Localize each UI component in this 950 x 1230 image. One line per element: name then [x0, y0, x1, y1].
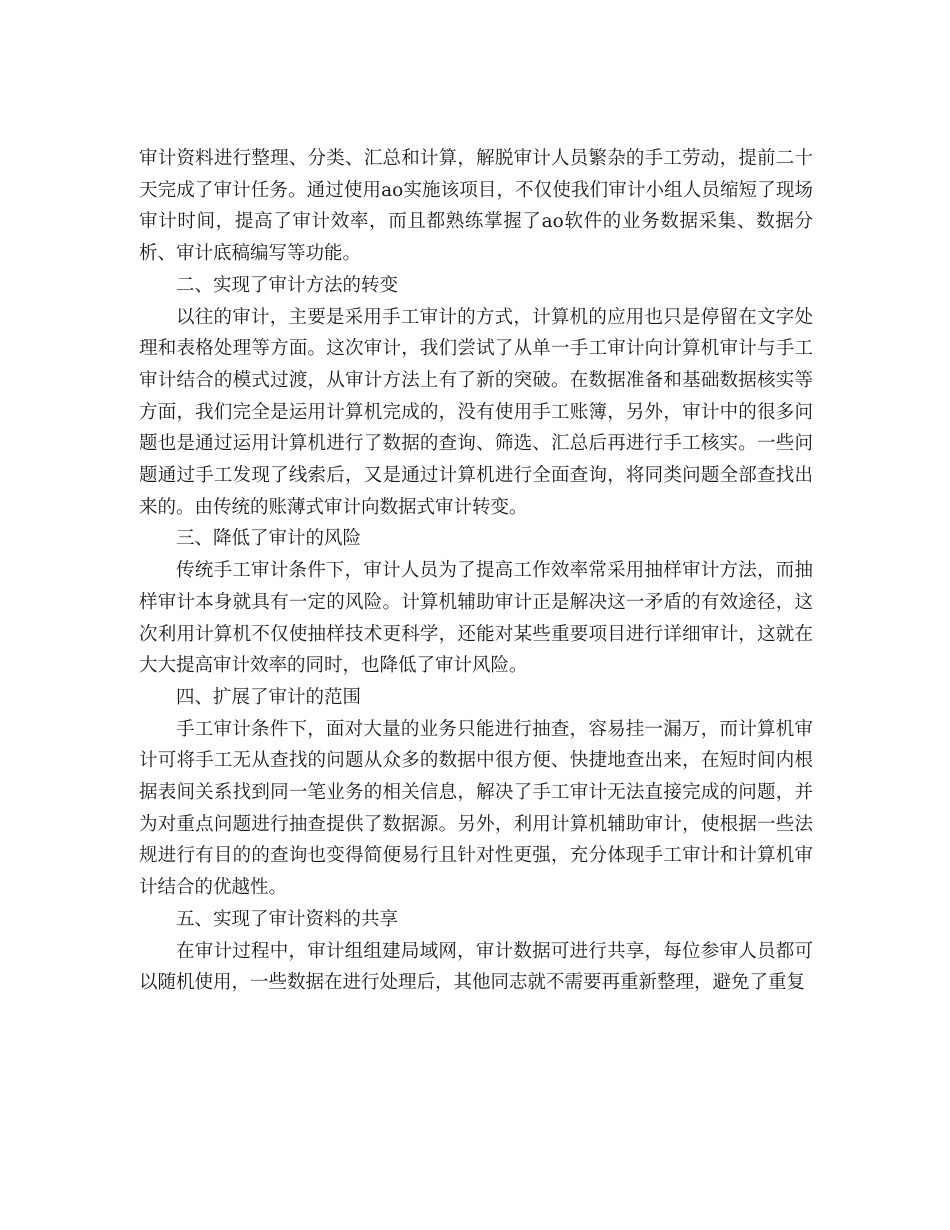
section-heading: 五、实现了审计资料的共享: [176, 908, 399, 930]
section-heading: 二、实现了审计方法的转变: [176, 274, 399, 296]
document-body: [139, 143, 813, 999]
body-paragraph: 以往的审计，主要是采用手工审计的方式，计算机的应用也只是停留在文字处理和表格处理等方面。这次审计，我们尝试了从单一手工审计向计算机审计与手工审计结合的模式过渡，从审计方法上有了新的突破。在数据准备和基础数据核实等方面，我们完全是运用计算机完成的，没有使用手工账簿，另外，审计中的很多问题也是通过运用计算机进行了数据的查询、筛选、汇总后再进行手工核实。一些问题通过手工发现了线索后，又是通过计算机进行全面查询，将同类问题全部查找出来的。由传统的账薄式审计向数据式审计转变。: [139, 306, 813, 518]
section-heading: 三、降低了审计的风险: [176, 528, 362, 550]
body-paragraph: 在审计过程中，审计组组建局域网，审计数据可进行共享，每位参审人员都可以随机使用，一些数据在进行处理后，其他同志就不需要再重新整理，避免了重复: [139, 940, 813, 994]
body-paragraph: 传统手工审计条件下，审计人员为了提高工作效率常采用抽样审计方法，而抽样审计本身就具有一定的风险。计算机辅助审计正是解决这一矛盾的有效途径，这次利用计算机不仅使抽样技术更科学，还能对某些重要项目进行详细审计，这就在大大提高审计效率的同时，也降低了审计风险。: [139, 560, 813, 677]
body-paragraph: 手工审计条件下，面对大量的业务只能进行抽查，容易挂一漏万，而计算机审计可将手工无从查找的问题从众多的数据中很方便、快捷地查出来，在短时间内根据表间关系找到同一笔业务的相关信息，解决了手工审计无法直接完成的问题，并为对重点问题进行抽查提供了数据源。另外，利用计算机辅助审计，使根据一些法规进行有目的的查询也变得简便易行且针对性更强，充分体现手工审计和计算机审计结合的优越性。: [139, 718, 813, 899]
section-heading: 四、扩展了审计的范围: [176, 686, 362, 708]
body-paragraph: 审计资料进行整理、分类、汇总和计算，解脱审计人员繁杂的手工劳动，提前二十天完成了审计任务。通过使用ao实施该项目，不仅使我们审计小组人员缩短了现场审计时间，提高了审计效率，而且都熟练掌握了ao软件的业务数据采集、数据分析、审计底稿编写等功能。: [139, 148, 813, 265]
